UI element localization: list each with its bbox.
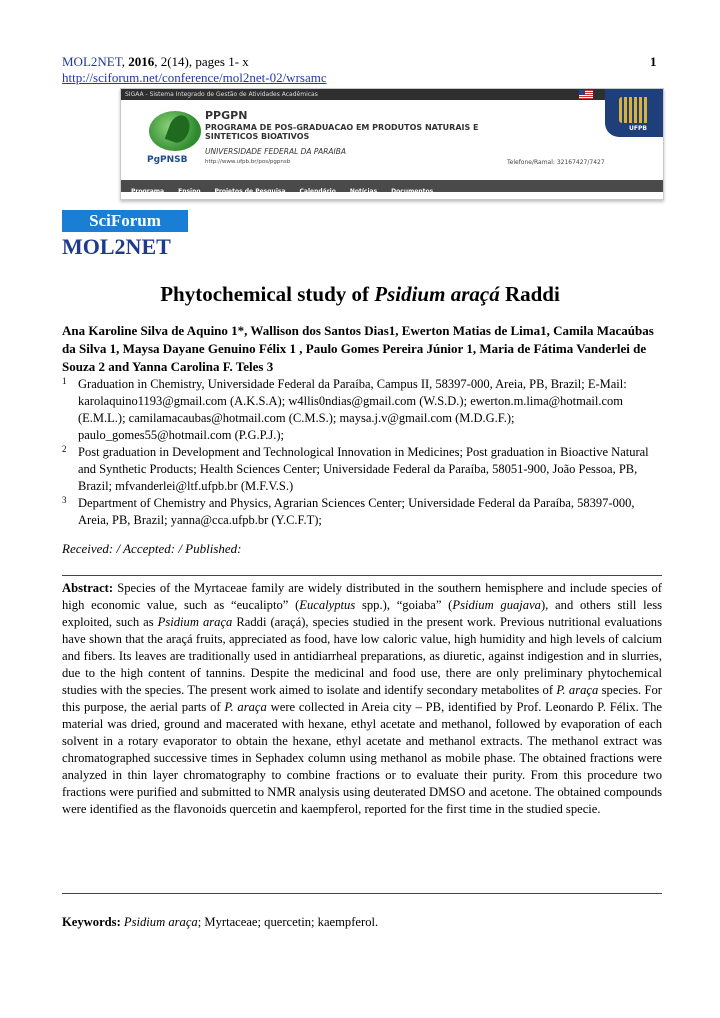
crest-label: UFPB <box>629 125 647 132</box>
affiliation-text: Graduation in Chemistry, Universidade Federal da Paraíba, Campus II, 58397-000, Areia, PB, Brazil; E-Mail: karolaquino1193@gmail.com (A.K.S.A); w4llis0ndias@gmail.com (W.S.D.); ewerton.m.lima@hotmail.com (E.M.L.); camilamacaubas@hotmail.com (C.M.S.); maysa.j.v@gmail.com (M.D.G.F.); paulo_gomes55@hotmail.com (P.G.P.J.); <box>78 377 627 442</box>
program-acronym: PPGPN <box>205 109 248 122</box>
banner-top-text: SIGAA - Sistema Integrado de Gestão de Atividades Acadêmicas <box>125 91 318 98</box>
nav-item-documentos: Documentos <box>391 188 434 195</box>
abstract-italic: P. araça <box>556 683 599 697</box>
keywords <box>62 915 378 930</box>
keywords-label: Keywords: <box>62 915 121 929</box>
abstract-italic: P. araça <box>224 700 267 714</box>
program-name: PROGRAMA DE POS-GRADUACAO EM PRODUTOS NATURAIS E SINTETICOS BIOATIVOS <box>205 123 479 141</box>
university-name: UNIVERSIDADE FEDERAL DA PARAIBA <box>205 147 347 156</box>
abstract-text: were collected in Areia city – PB, identified by Prof. Leonardo P. Félix. The material was dried, ground and macerated with hexane, ethyl acetate and methanol, followed by evaporation of each solvent in a rotary evaporator to obtain the hexane, ethyl acetate and methanol extracts. The methanol extract was chromatographed successive times in Sephadex column using methanol as mobile phase. The obtained fractions were analyzed in thin layer chromatography to combine fractions or to evaluate their purity. From this procedure two fractions were purified and submitted to NMR analysis using deuterated DMSO and acetone. The obtained compounds were identified as the flavonoids quercetin and kaempferol, reported for the first time in the studied specie. <box>62 700 662 816</box>
program-phone: Telefone/Ramal: 32167427/7427 <box>507 159 605 166</box>
banner-nav <box>121 180 663 195</box>
abstract-italic: Psidium araça <box>157 615 233 629</box>
abstract-text: Raddi (araçá), species studied in the present work. Previous nutritional evaluations have shown that the araçá fruits, appreciated as food, have low caloric value, high humidity and high levels of calcium and fibers. Its leaves are traditionally used in antidiarrheal preparations, as diuretic, against indigestion and in slurries, due to the high content of tannins. Despite the medicinal and food use, there are only preliminary phytochemical studies with the species. The present work aimed to isolate and identify secondary metabolites of <box>62 615 662 697</box>
abstract-label: Abstract: <box>62 581 114 595</box>
affiliation-text: Post graduation in Development and Technological Innovation in Medicines; Post graduation in Bioactive Natural and Synthetic Products; Health Sciences Center; Universidade Federal da Paraíba, 58051-900, João Pessoa, PB, Brazil; mfvanderlei@ltf.ufpb.br (M.F.V.S.) <box>78 445 649 493</box>
affiliation-number: 2 <box>62 444 67 454</box>
abstract-italic: Psidium guajava <box>452 598 541 612</box>
abstract-text: species. For this purpose, the aerial parts of <box>62 683 663 714</box>
title-part: Phytochemical study of <box>160 282 375 306</box>
top-rule <box>62 575 662 576</box>
author-list: Ana Karoline Silva de Aquino 1*, Wallison dos Santos Dias1, Ewerton Matias de Lima1, Camila Macaúbas da Silva 1, Maysa Dayane Genuino Félix 1 , Paulo Gomes Pereira Júnior 1, Maria de Fátima Vanderlei de Souza 2 and Yanna Carolina F. Teles 3 <box>62 323 654 374</box>
affiliation-number: 1 <box>62 376 67 386</box>
abstract <box>62 580 662 818</box>
running-header: MOL2NET, 2016, 2(14), pages 1- x <box>62 54 249 69</box>
keyword-species: Psidium araça <box>123 915 198 929</box>
nav-item-projetos: Projetos de Pesquisa <box>214 188 286 195</box>
abstract-text: spp.), “goiaba” ( <box>355 598 453 612</box>
program-website: http://www.ufpb.br/pos/pgpnsb <box>205 159 291 165</box>
nav-item-programa: Programa <box>131 188 165 195</box>
nav-item-calendario: Calendário <box>299 188 336 195</box>
abstract-text: ), and others still less exploited, such as <box>62 598 663 629</box>
nav-item-noticias: Notícias <box>349 188 378 195</box>
conference-link[interactable]: http://sciforum.net/conference/mol2net-02/wrsamc <box>62 70 327 85</box>
affiliation-number: 3 <box>62 495 67 505</box>
us-flag-icon <box>579 90 593 99</box>
bottom-rule <box>62 893 662 894</box>
abstract-italic: Eucalyptus <box>299 598 356 612</box>
received-line: Received: / Accepted: / Published: <box>62 541 242 556</box>
sciforum-badge: SciForum <box>62 210 188 232</box>
page-number: 1 <box>650 54 657 69</box>
affiliation-text: Department of Chemistry and Physics, Agrarian Sciences Center; Universidade Federal da Paraíba, 58397-000, Areia, PB, Brazil; yanna@cca.ufpb.br (Y.C.F.T); <box>78 496 635 527</box>
mol2net-label: MOL2NET <box>62 234 171 259</box>
logo-text: PgPNSB <box>147 155 188 165</box>
paper-title <box>0 282 720 307</box>
title-part-end: Raddi <box>499 282 560 306</box>
banner-top-bar <box>121 89 663 100</box>
program-banner-image <box>120 88 664 200</box>
volume-pages: , 2(14), pages 1- x <box>154 54 249 69</box>
crest-emblem <box>619 97 649 123</box>
journal-name: MOL2NET <box>62 54 122 69</box>
abstract-text: Species of the Myrtaceae family are widely distributed in the southern hemisphere and include species of high economic value, such as “eucalipto” ( <box>62 581 662 612</box>
journal-year: 2016 <box>128 54 155 69</box>
nav-item-ensino: Ensino <box>178 188 201 195</box>
ufpb-crest-icon <box>605 89 663 137</box>
title-species: Psidium araçá <box>374 282 500 306</box>
keywords-rest: ; Myrtaceae; quercetin; kaempferol. <box>197 915 379 929</box>
